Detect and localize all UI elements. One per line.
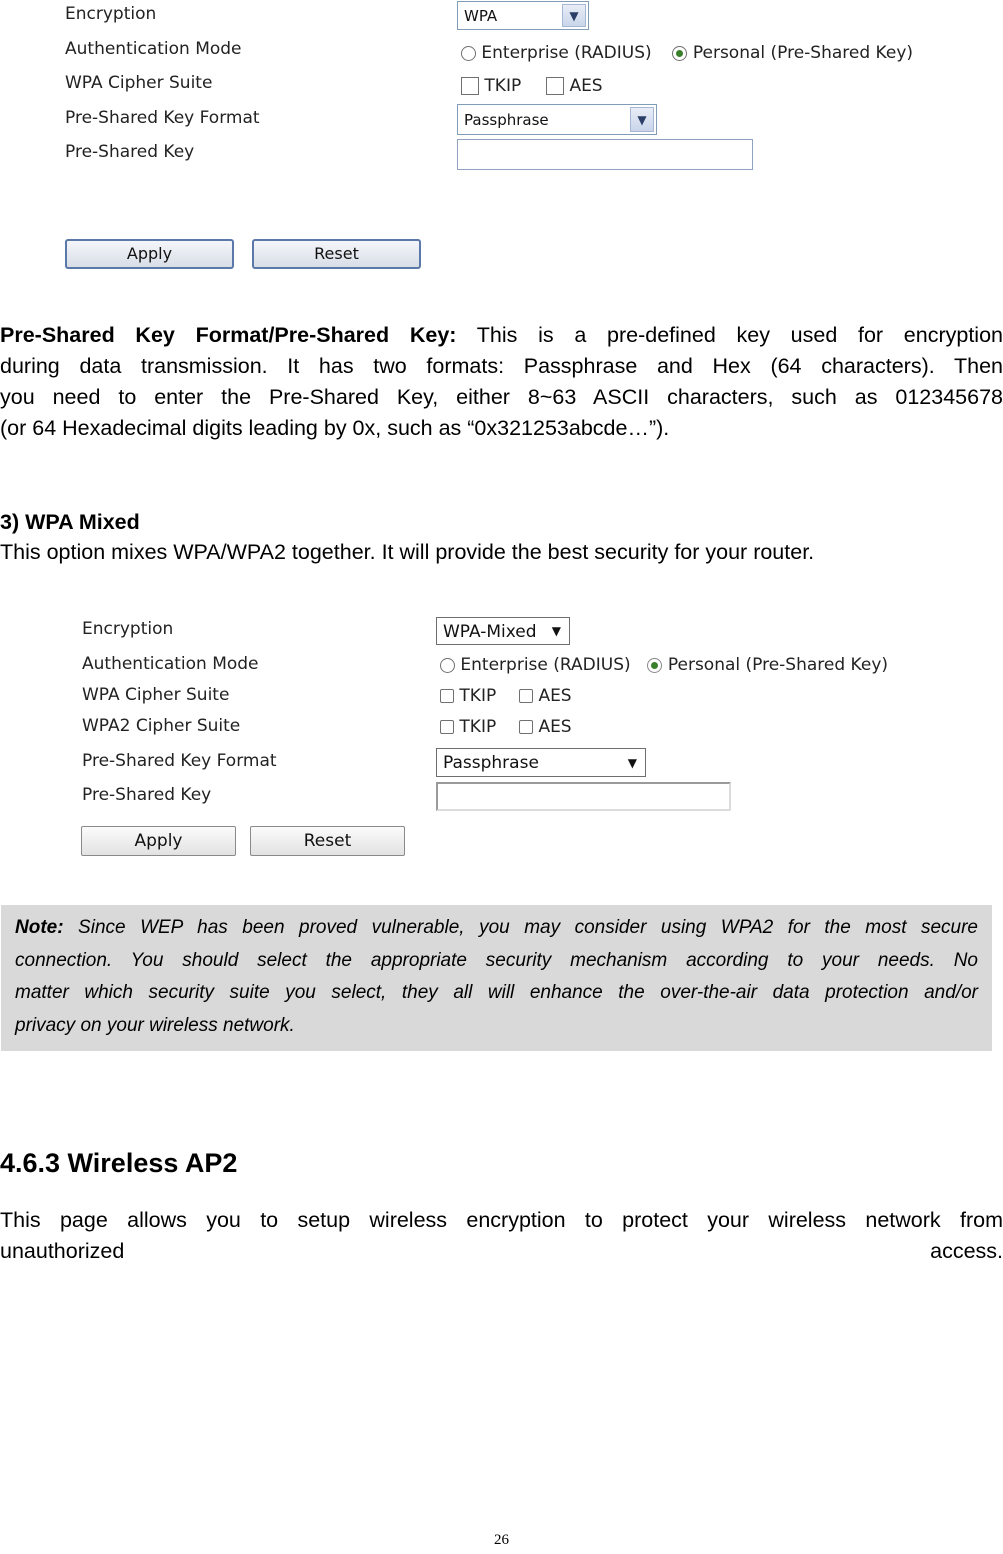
- note-line: matter which security suite you select, they all will enhance the over-the-air data protection and/or: [15, 982, 978, 1003]
- psk-format-select-value: Passphrase: [464, 111, 549, 129]
- checkbox-wpa-aes[interactable]: [519, 689, 533, 703]
- note-lead: Note:: [15, 917, 64, 938]
- section-description: [0, 1205, 1003, 1267]
- reset-button[interactable]: Reset: [250, 826, 405, 856]
- reset-button[interactable]: Reset: [252, 239, 421, 269]
- checkbox-wpa2-tkip[interactable]: [440, 720, 454, 734]
- checkbox-wpa-tkip-label: TKIP: [459, 686, 497, 706]
- chevron-down-icon: ▼: [562, 4, 586, 27]
- encryption-select[interactable]: [457, 1, 589, 30]
- note-box: [1, 905, 992, 1051]
- psk-description: [0, 320, 1003, 444]
- note-text: Since WEP has been proved vulnerable, you may consider using WPA2 for the most secure: [63, 917, 978, 938]
- caret-down-icon: ▼: [627, 755, 637, 770]
- radio-enterprise[interactable]: [440, 658, 455, 673]
- checkbox-wpa-aes-label: AES: [538, 686, 572, 706]
- section-description-word: access.: [930, 1239, 1003, 1263]
- psk-description-line: you need to enter the Pre-Shared Key, either 8~63 ASCII characters, such as 012345678: [0, 385, 1003, 409]
- wpa-cipher-label: WPA Cipher Suite: [65, 73, 213, 93]
- radio-personal[interactable]: [672, 46, 687, 61]
- auth-mode-options: [461, 43, 913, 63]
- caret-down-icon: ▼: [551, 624, 561, 638]
- auth-mode-label: Authentication Mode: [65, 39, 242, 59]
- checkbox-aes-label: AES: [569, 76, 603, 96]
- wpa2-cipher-label: WPA2 Cipher Suite: [82, 716, 241, 736]
- wpa2-cipher-options: [440, 717, 572, 737]
- radio-enterprise-label: Enterprise (RADIUS): [481, 43, 652, 63]
- psk-format-select[interactable]: [457, 104, 657, 135]
- section-description-line: [0, 1236, 1003, 1267]
- encryption-select-value: WPA-Mixed: [443, 622, 537, 642]
- psk-format-select[interactable]: [436, 748, 646, 777]
- psk-description-line: during data transmission. It has two formats: Passphrase and Hex (64 characters). Then: [0, 354, 1003, 378]
- radio-personal-label: Personal (Pre-Shared Key): [667, 655, 889, 675]
- wpa-cipher-label: WPA Cipher Suite: [82, 685, 230, 705]
- checkbox-tkip[interactable]: [461, 77, 479, 95]
- psk-format-label: Pre-Shared Key Format: [65, 108, 260, 128]
- note-line: privacy on your wireless network.: [15, 1014, 295, 1036]
- note-line: [15, 912, 978, 945]
- wpa-cipher-options: [461, 76, 603, 96]
- wpa-cipher-options: [440, 686, 572, 706]
- page-number: 26: [494, 1532, 509, 1548]
- psk-label: Pre-Shared Key: [65, 142, 195, 162]
- wpa-mixed-description: This option mixes WPA/WPA2 together. It will provide the best security for your router.: [0, 540, 815, 564]
- psk-label: Pre-Shared Key: [82, 785, 212, 805]
- apply-button[interactable]: Apply: [81, 826, 236, 856]
- auth-mode-label: Authentication Mode: [82, 654, 259, 674]
- checkbox-tkip-label: TKIP: [484, 76, 522, 96]
- note-line: connection. You should select the appropriate security mechanism according to your needs. No: [15, 949, 978, 971]
- encryption-label: Encryption: [82, 619, 174, 639]
- psk-description-text: This is a pre-defined key used for encryption: [456, 323, 1003, 347]
- psk-description-line: [0, 320, 1003, 351]
- psk-description-lead: Pre-Shared Key Format/Pre-Shared Key:: [0, 323, 457, 347]
- apply-button[interactable]: Apply: [65, 239, 234, 269]
- encryption-label: Encryption: [65, 4, 157, 24]
- encryption-select[interactable]: [436, 617, 570, 645]
- checkbox-wpa-tkip[interactable]: [440, 689, 454, 703]
- chevron-down-icon: ▼: [630, 107, 654, 132]
- radio-personal-label: Personal (Pre-Shared Key): [692, 43, 914, 63]
- section-description-word: unauthorized: [0, 1239, 125, 1263]
- psk-format-select-value: Passphrase: [443, 753, 539, 773]
- wpa-mixed-title: 3) WPA Mixed: [0, 510, 140, 534]
- psk-description-line: (or 64 Hexadecimal digits leading by 0x, such as “0x321253abcde…”).: [0, 416, 670, 440]
- auth-mode-options: [440, 655, 888, 675]
- checkbox-wpa2-aes-label: AES: [538, 717, 572, 737]
- psk-input[interactable]: [436, 782, 731, 811]
- encryption-select-value: WPA: [464, 7, 498, 25]
- radio-personal[interactable]: [647, 658, 662, 673]
- radio-enterprise-label: Enterprise (RADIUS): [460, 655, 631, 675]
- checkbox-wpa2-aes[interactable]: [519, 720, 533, 734]
- psk-input[interactable]: [457, 139, 753, 170]
- psk-format-label: Pre-Shared Key Format: [82, 751, 277, 771]
- section-description-line: This page allows you to setup wireless encryption to protect your wireless network from: [0, 1208, 1003, 1232]
- checkbox-wpa2-tkip-label: TKIP: [459, 717, 497, 737]
- section-heading: 4.6.3 Wireless AP2: [0, 1148, 238, 1178]
- radio-enterprise[interactable]: [461, 46, 476, 61]
- checkbox-aes[interactable]: [546, 77, 564, 95]
